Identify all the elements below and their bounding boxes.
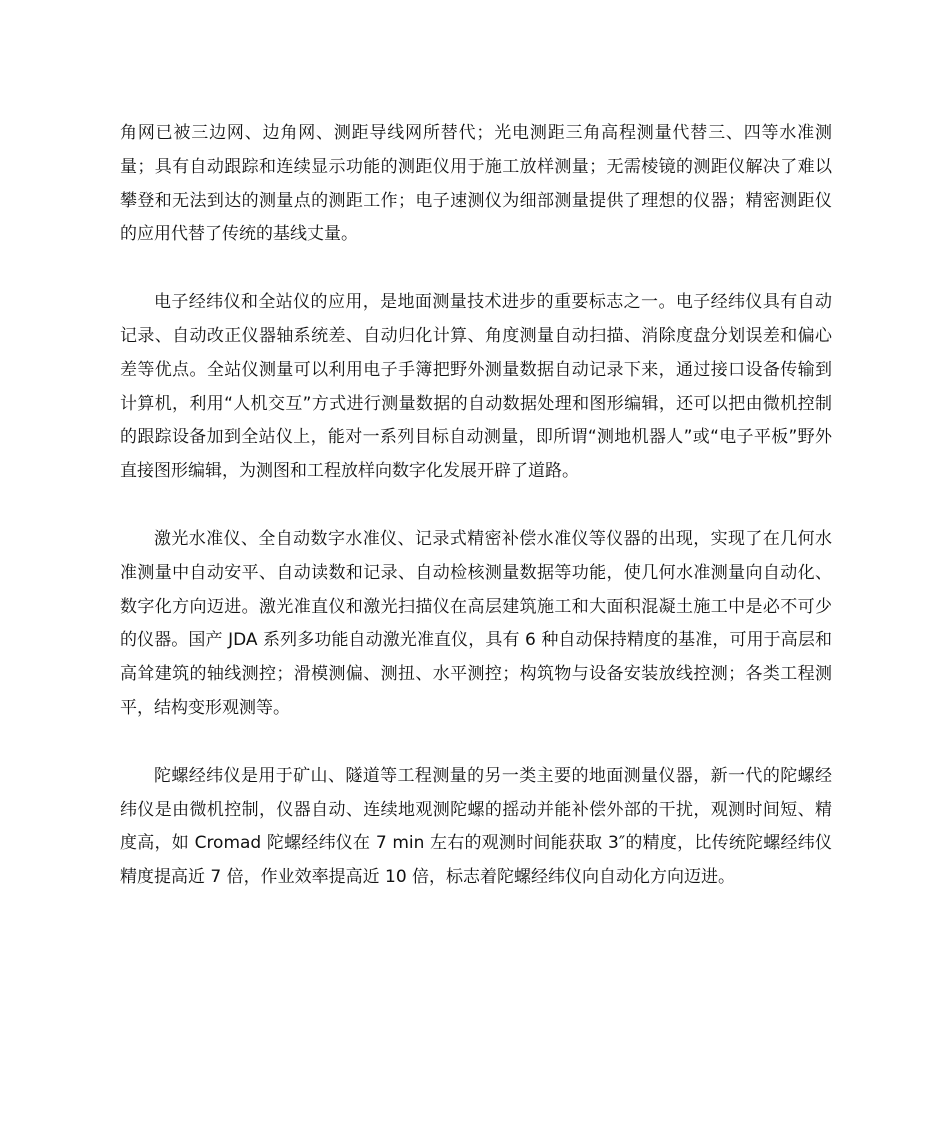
document-page [120,117,832,929]
paragraph-4: 陀螺经纬仪是用于矿山、隧道等工程测量的另一类主要的地面测量仪器，新一代的陀螺经纬仪是由微机控制，仪器自动、连续地观测陀螺的摇动并能补偿外部的干扰，观测时间短、精度高，如 Cromad 陀螺经纬仪在 7 min 左右的观测时间能获取 3″的精度，比传统陀螺经纬仪精度提高近 7 倍，作业效率提高近 10 倍，标志着陀螺经纬仪向自动化方向迈进。 [120,765,832,888]
paragraph-1: 角网已被三边网、边角网、测距导线网所替代；光电测距三角高程测量代替三、四等水准测量；具有自动跟踪和连续显示功能的测距仪用于施工放样测量；无需棱镜的测距仪解决了难以攀登和无法到达的测量点的测距工作；电子速测仪为细部测量提供了理想的仪器；精密测距仪的应用代替了传统的基线丈量。 [120,123,832,245]
paragraph-2: 电子经纬仪和全站仪的应用，是地面测量技术进步的重要标志之一。电子经纬仪具有自动记录、自动改正仪器轴系统差、自动归化计算、角度测量自动扫描、消除度盘分划误差和偏心差等优点。全站仪测量可以利用电子手簿把野外测量数据自动记录下来，通过接口设备传输到计算机，利用“人机交互”方式进行测量数据的自动数据处理和图形编辑，还可以把由微机控制的跟踪设备加到全站仪上，能对一系列目标自动测量，即所谓“测地机器人”或“电子平板”野外直接图形编辑，为测图和工程放样向数字化发展开辟了道路。 [120,292,832,482]
paragraph-3: 激光水准仪、全自动数字水准仪、记录式精密补偿水准仪等仪器的出现，实现了在几何水准测量中自动安平、自动读数和记录、自动检核测量数据等功能，使几何水准测量向自动化、数字化方向迈进。激光准直仪和激光扫描仪在高层建筑施工和大面积混凝土施工中是必不可少的仪器。国产 JDA 系列多功能自动激光准直仪，具有 6 种自动保持精度的基准，可用于高层和高耸建筑的轴线测控；滑模测偏、测扭、水平测控；构筑物与设备安装放线控测；各类工程测平，结构变形观测等。 [120,528,832,718]
